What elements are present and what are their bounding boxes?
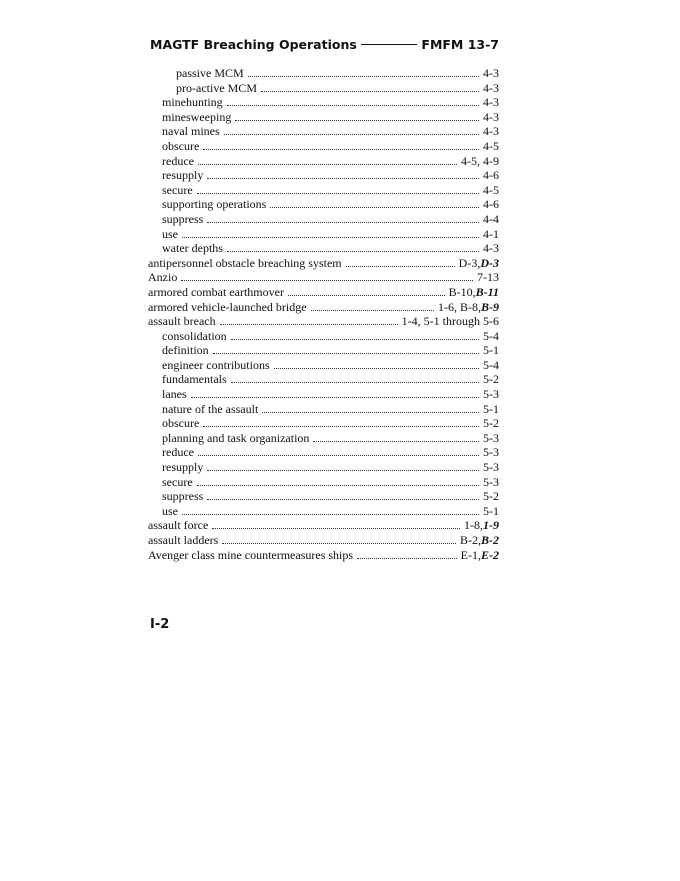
index-entry <box>148 431 499 446</box>
index-entry <box>148 489 499 504</box>
index-entry <box>148 227 499 242</box>
index-pages: 4-3 <box>483 241 499 256</box>
index-pages: 4-5 <box>483 182 499 197</box>
index-pages: B-10, <box>448 284 476 299</box>
index-entry <box>148 445 499 460</box>
dot-leader <box>231 330 479 340</box>
index-term: consolidation <box>162 328 227 343</box>
index-illustration-page: 1-9 <box>483 518 499 533</box>
index-term: definition <box>162 343 209 358</box>
dot-leader <box>311 301 434 311</box>
index-term: obscure <box>162 138 200 153</box>
dot-leader <box>203 417 479 427</box>
index-term: reduce <box>162 153 194 168</box>
index-entry <box>148 110 499 125</box>
dot-leader <box>313 432 479 442</box>
index-entry <box>148 518 499 533</box>
index-pages: 5-4 <box>483 357 499 372</box>
index-pages: 5-1 <box>483 503 499 518</box>
dot-leader <box>207 213 479 223</box>
index-entry <box>148 66 499 81</box>
index-term: minehunting <box>162 95 223 110</box>
index-entries <box>148 66 499 562</box>
index-entry <box>148 183 499 198</box>
index-term: resupply <box>162 460 204 475</box>
dot-leader <box>288 286 445 296</box>
index-pages: 5-3 <box>483 445 499 460</box>
index-illustration-page: B-2 <box>481 533 499 547</box>
index-entry <box>148 81 499 96</box>
index-entry <box>148 95 499 110</box>
header-title: MAGTF Breaching Operations <box>150 36 357 52</box>
index-term: use <box>162 503 178 518</box>
index-entry <box>148 548 499 563</box>
dot-leader <box>261 82 479 92</box>
index-pages: 4-3 <box>483 124 499 139</box>
dot-leader <box>207 490 479 500</box>
index-term: reduce <box>162 445 194 460</box>
index-entry <box>148 300 499 315</box>
index-pages: D-3, <box>458 255 481 270</box>
index-pages: 4-3 <box>483 95 499 110</box>
index-term: antipersonnel obstacle breaching system <box>148 255 342 270</box>
index-entry <box>148 241 499 256</box>
index-term: secure <box>162 474 193 489</box>
dot-leader <box>248 67 479 77</box>
index-pages: 5-3 <box>483 474 499 489</box>
dot-leader <box>181 271 473 281</box>
dot-leader <box>235 111 479 121</box>
dot-leader <box>198 446 479 456</box>
index-entry <box>148 314 499 329</box>
index-entry <box>148 343 499 358</box>
index-term: Anzio <box>148 270 178 285</box>
dot-leader <box>227 242 479 252</box>
index-term: planning and task organization <box>162 430 310 445</box>
index-entry <box>148 168 499 183</box>
index-pages: 1-4, 5-1 through 5-6 <box>401 314 499 329</box>
index-entry <box>148 212 499 227</box>
index-entry <box>148 387 499 402</box>
index-pages: 4-3 <box>483 109 499 124</box>
index-term: pro-active MCM <box>176 80 257 95</box>
index-pages: 5-2 <box>483 372 499 387</box>
index-entry <box>148 329 499 344</box>
index-term: fundamentals <box>162 372 227 387</box>
index-entry <box>148 475 499 490</box>
dot-leader <box>182 228 479 238</box>
index-illustration-page: B-9 <box>481 299 499 314</box>
index-term: passive MCM <box>176 66 244 80</box>
index-term: armored combat earthmover <box>148 284 284 299</box>
index-pages: 1-6, B-8, <box>438 299 481 314</box>
index-entry <box>148 533 499 548</box>
dot-leader <box>224 125 479 135</box>
dot-leader <box>213 344 479 354</box>
index-term: naval mines <box>162 124 220 139</box>
dot-leader <box>231 373 479 383</box>
index-term: water depths <box>162 241 223 256</box>
page-number: I-2 <box>150 617 170 632</box>
index-entry <box>148 270 499 285</box>
dot-leader <box>207 169 479 179</box>
index-term: armored vehicle-launched bridge <box>148 299 307 314</box>
index-term: nature of the assault <box>162 401 259 416</box>
dot-leader <box>191 388 479 398</box>
index-term: supporting operations <box>162 197 267 212</box>
index-pages: 4-4 <box>483 211 499 226</box>
dot-leader <box>346 257 455 267</box>
index-term: use <box>162 226 178 241</box>
index-pages: 5-3 <box>483 430 499 445</box>
index-pages: 4-5, 4-9 <box>461 153 499 168</box>
dot-leader <box>203 140 479 150</box>
index-term: suppress <box>162 489 204 504</box>
index-pages: 1-8, <box>464 518 483 533</box>
index-entry <box>148 358 499 373</box>
index-term: Avenger class mine countermeasures ships <box>148 547 354 562</box>
dot-leader <box>262 403 479 413</box>
index-entry <box>148 285 499 300</box>
index-illustration-page: B-11 <box>475 284 499 299</box>
dot-leader <box>274 359 479 369</box>
index-entry <box>148 416 499 431</box>
index-pages: 5-3 <box>483 460 499 475</box>
index-term: assault force <box>148 518 209 533</box>
index-term: minesweeping <box>162 109 232 124</box>
index-pages: B-2, <box>460 533 481 547</box>
index-pages: 4-1 <box>483 226 499 241</box>
index-entry <box>148 460 499 475</box>
running-header <box>150 34 499 54</box>
index-term: secure <box>162 182 193 197</box>
dot-leader <box>220 315 398 325</box>
index-term: obscure <box>162 416 200 431</box>
dot-leader <box>222 534 456 544</box>
dot-leader <box>197 476 479 486</box>
index-pages: 4-3 <box>483 66 499 80</box>
index-pages: 5-2 <box>483 489 499 504</box>
index-pages: 4-5 <box>483 138 499 153</box>
index-pages: 5-1 <box>483 401 499 416</box>
index-entry <box>148 256 499 271</box>
index-entry <box>148 197 499 212</box>
header-document-number: FMFM 13-7 <box>421 36 499 52</box>
dot-leader <box>198 155 457 165</box>
index-entry <box>148 504 499 519</box>
index-term: resupply <box>162 168 204 183</box>
index-illustration-page: E-2 <box>481 547 499 562</box>
index-pages: 4-6 <box>483 168 499 183</box>
index-entry <box>148 372 499 387</box>
index-pages: 5-1 <box>483 343 499 358</box>
index-pages: 5-2 <box>483 416 499 431</box>
index-term: engineer contributions <box>162 357 270 372</box>
index-entry <box>148 402 499 417</box>
dot-leader <box>357 549 457 559</box>
dot-leader <box>227 96 479 106</box>
index-term: lanes <box>162 387 187 402</box>
index-entry <box>148 124 499 139</box>
dot-leader <box>212 519 460 529</box>
index-pages: 5-3 <box>483 387 499 402</box>
index-pages: 4-6 <box>483 197 499 212</box>
index-entry <box>148 139 499 154</box>
dot-leader <box>182 505 479 515</box>
index-term: assault ladders <box>148 533 219 547</box>
dot-leader <box>207 461 479 471</box>
index-pages: 5-4 <box>483 328 499 343</box>
dot-leader <box>197 184 479 194</box>
index-illustration-page: D-3 <box>480 255 499 270</box>
index-pages: 7-13 <box>477 270 499 285</box>
index-entry <box>148 154 499 169</box>
header-rule <box>361 44 418 45</box>
index-term: assault breach <box>148 314 216 329</box>
index-pages: E-1, <box>460 547 481 562</box>
index-pages: 4-3 <box>483 80 499 95</box>
dot-leader <box>270 198 479 208</box>
index-term: suppress <box>162 211 204 226</box>
